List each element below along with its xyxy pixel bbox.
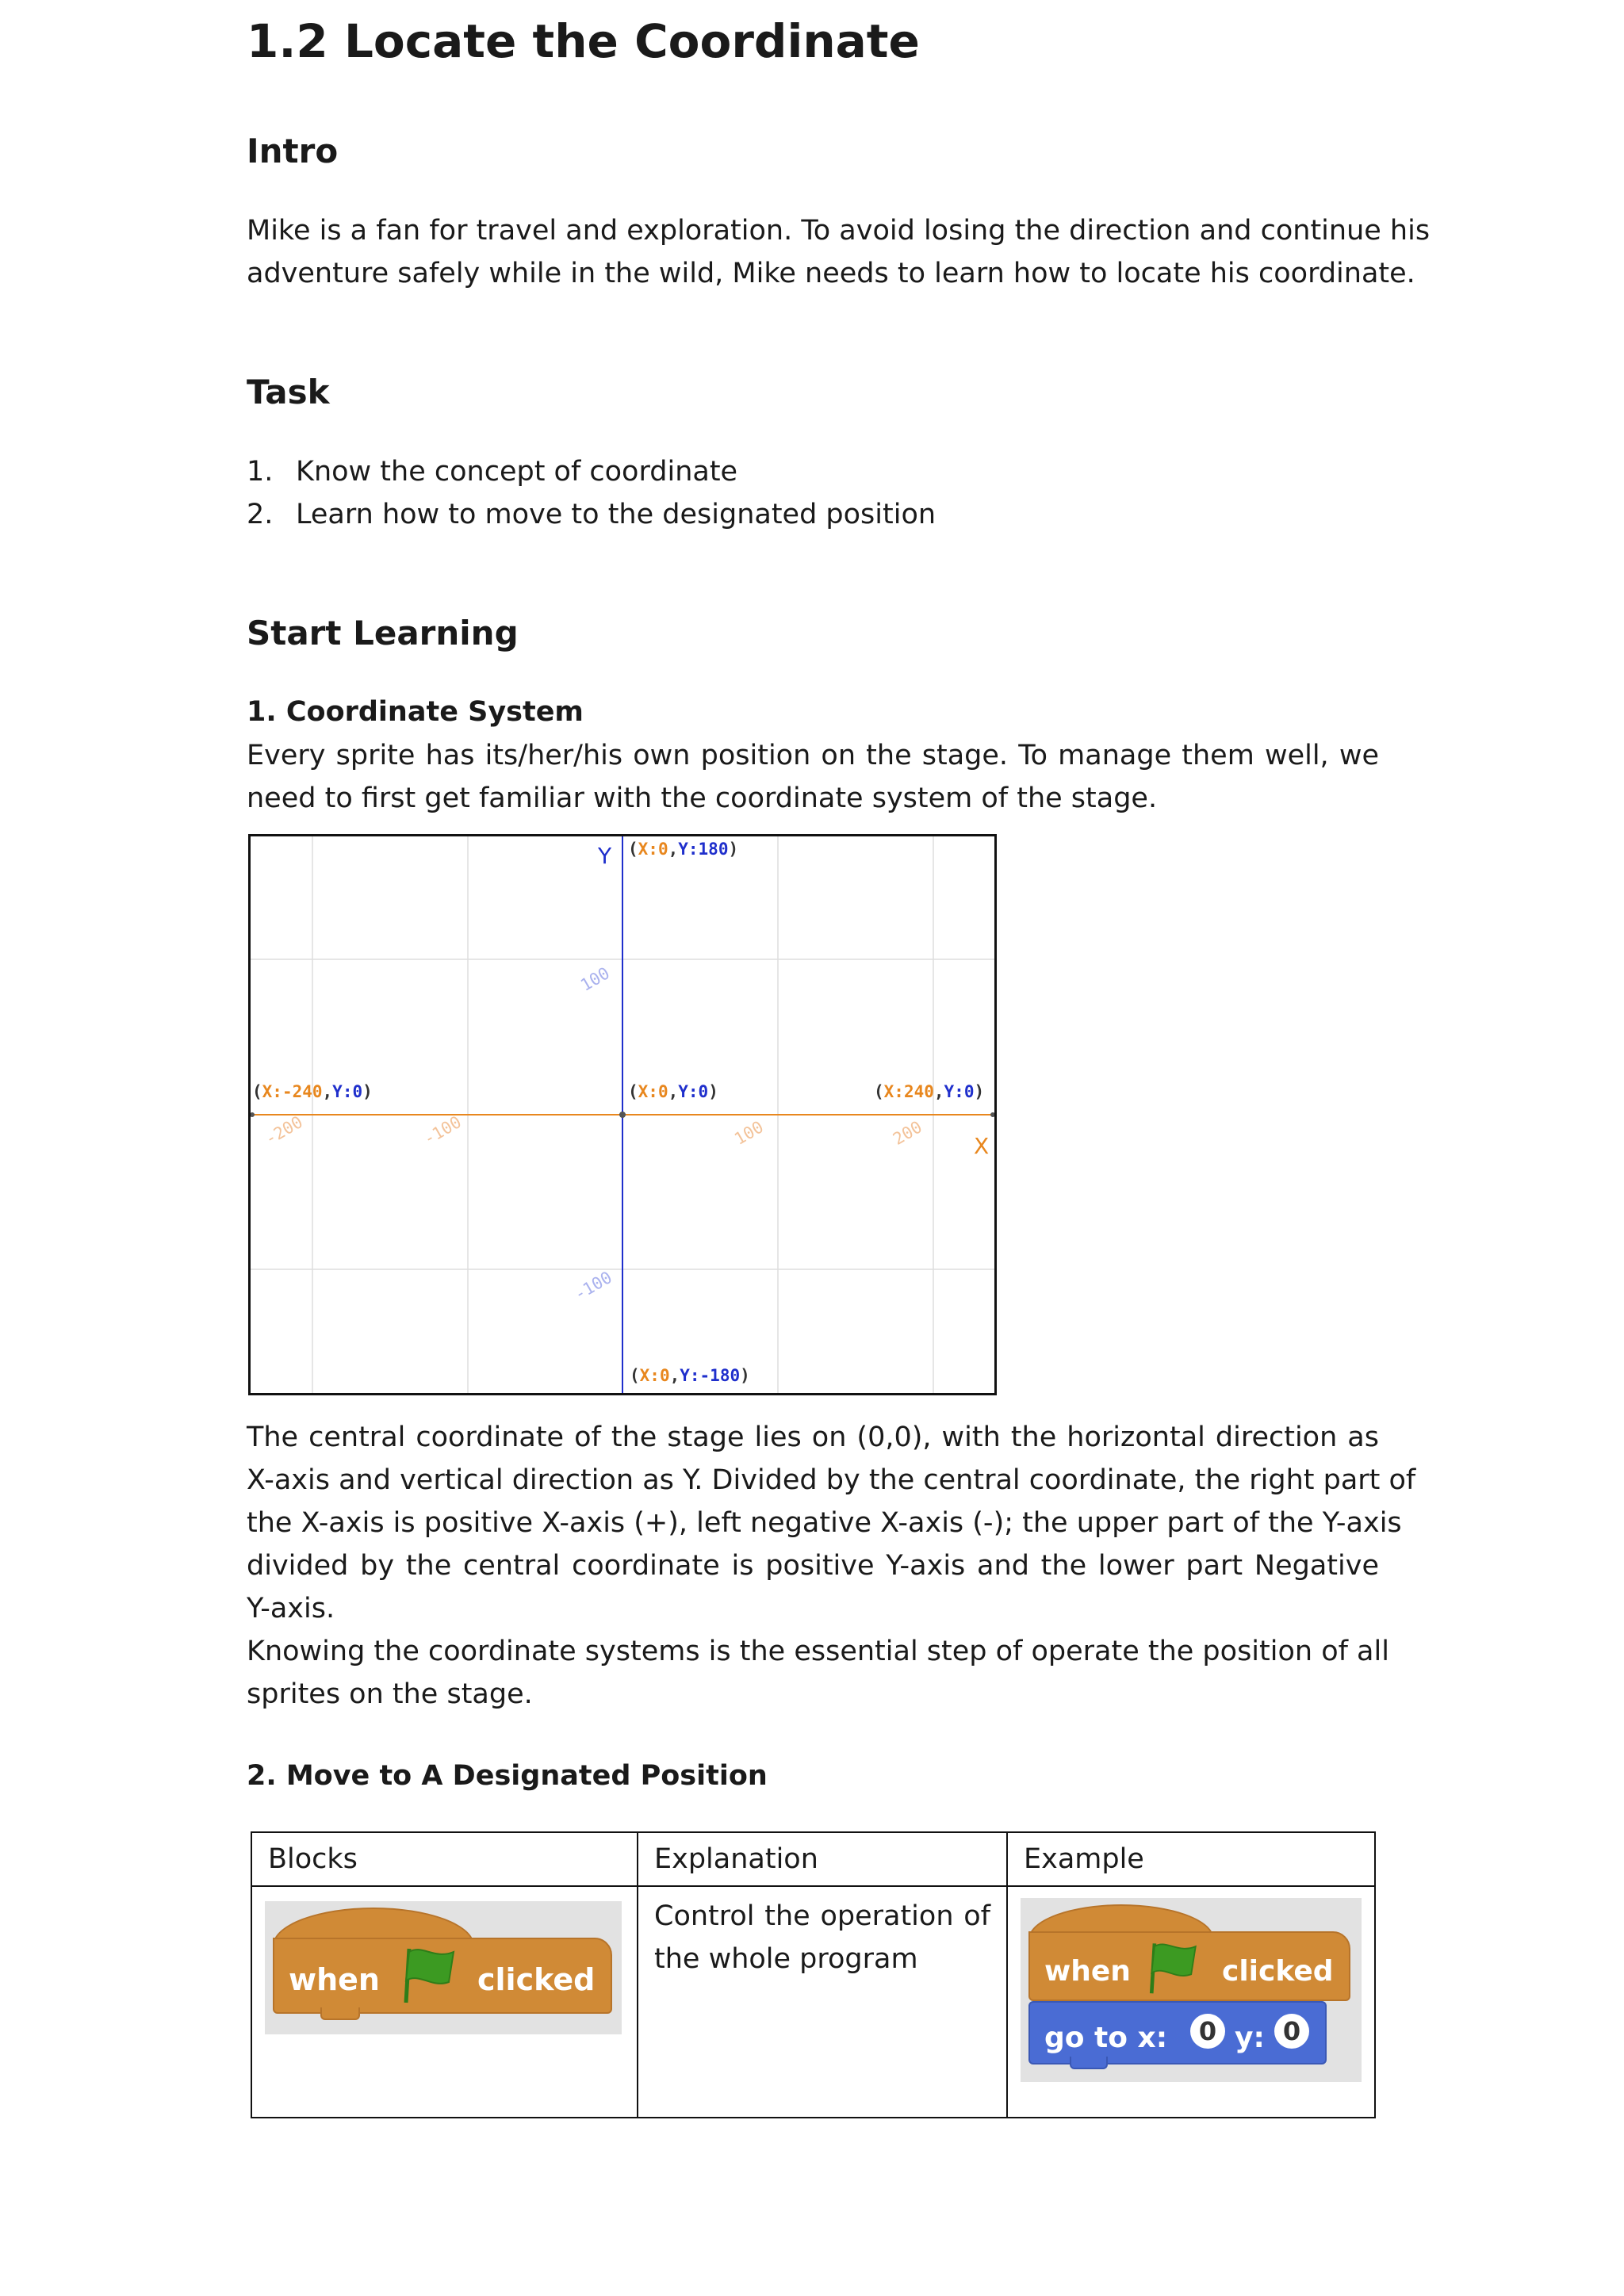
y-input-oval: 0 bbox=[1274, 2014, 1309, 2049]
green-flag-icon bbox=[398, 1942, 462, 2006]
intro-heading: Intro bbox=[247, 132, 339, 170]
table-header-row bbox=[251, 1832, 1375, 1886]
green-flag-icon bbox=[1144, 1938, 1203, 1996]
task-item-1: 1. Know the concept of coordinate bbox=[247, 456, 738, 488]
y-tick-label: 100 bbox=[577, 963, 613, 995]
label-center: (X:0,Y:0) bbox=[628, 1082, 718, 1101]
coordinate-explanation-paragraph: The central coordinate of the stage lies on (0,0), with the horizontal direction as X-axis and vertical direction as Y. Divided by the central coordinate, the right part of the X-axis is positive X-axis (+), left negative X-axis (-); the upper part of the Y-axis divided by the central coordinate is positive Y-axis and the lower part Negative Y-axis. Knowing the coordinate systems is the essential step of operate the position of all sprites on the stage. bbox=[247, 1422, 1416, 1710]
right-edge-point bbox=[990, 1112, 994, 1117]
example-cell bbox=[1007, 1886, 1375, 2118]
label-top: (X:0,Y:180) bbox=[628, 840, 739, 859]
blocks-cell bbox=[251, 1886, 638, 2118]
table-row bbox=[251, 1886, 1375, 2118]
blocks-table bbox=[251, 1831, 1376, 2118]
label-bottom: (X:0,Y:-180) bbox=[630, 1366, 750, 1385]
page-title: 1.2 Locate the Coordinate bbox=[247, 14, 920, 68]
example-when-label: when bbox=[1044, 1955, 1131, 1988]
start-learning-heading: Start Learning bbox=[247, 614, 519, 652]
coordinate-system-heading: 1. Coordinate System bbox=[247, 696, 584, 728]
header-blocks: Blocks bbox=[251, 1832, 638, 1886]
x-tick-label: 100 bbox=[731, 1117, 767, 1149]
when-flag-clicked-block bbox=[265, 1901, 622, 2034]
stage-coordinate-diagram bbox=[248, 834, 997, 1395]
header-explanation: Explanation bbox=[638, 1832, 1007, 1886]
designated-position-heading: 2. Move to A Designated Position bbox=[247, 1760, 768, 1792]
explanation-cell: Control the operation of the whole program bbox=[638, 1886, 1007, 2118]
go-to-label: go to x: bbox=[1044, 2022, 1168, 2054]
clicked-label: clicked bbox=[477, 1962, 596, 1997]
when-label: when bbox=[289, 1962, 380, 1997]
label-right: (X:240,Y:0) bbox=[874, 1082, 985, 1101]
x-tick-label: -100 bbox=[420, 1112, 465, 1149]
x-input-oval: 0 bbox=[1190, 2014, 1225, 2049]
y-tick-label: -100 bbox=[571, 1267, 615, 1304]
intro-line-1: Mike is a fan for travel and exploration. To avoid losing the direction and continue his bbox=[247, 215, 1431, 247]
origin-point bbox=[619, 1112, 626, 1118]
x-tick-label: 200 bbox=[890, 1117, 925, 1149]
task-heading: Task bbox=[247, 373, 330, 411]
x-axis-name: X bbox=[974, 1133, 990, 1159]
example-clicked-label: clicked bbox=[1222, 1955, 1334, 1988]
coordinate-system-paragraph: Every sprite has its/her/his own position on the stage. To manage them well, we need to first get familiar with the coordinate system of the stage. bbox=[247, 740, 1379, 814]
y-axis-name: Y bbox=[598, 843, 612, 869]
intro-line-2: adventure safely while in the wild, Mike needs to learn how to locate his coordinate. bbox=[247, 258, 1415, 289]
label-left: (X:-240,Y:0) bbox=[252, 1082, 373, 1101]
stage-grid bbox=[251, 836, 994, 1393]
y-label: y: bbox=[1235, 2022, 1265, 2054]
intro-paragraph bbox=[247, 209, 1431, 295]
task-item-2: 2. Learn how to move to the designated position bbox=[247, 499, 936, 530]
header-example: Example bbox=[1007, 1832, 1375, 1886]
x-tick-label: -200 bbox=[262, 1112, 306, 1149]
task-list bbox=[247, 450, 936, 536]
example-script bbox=[1021, 1898, 1362, 2082]
left-edge-point bbox=[251, 1112, 255, 1117]
